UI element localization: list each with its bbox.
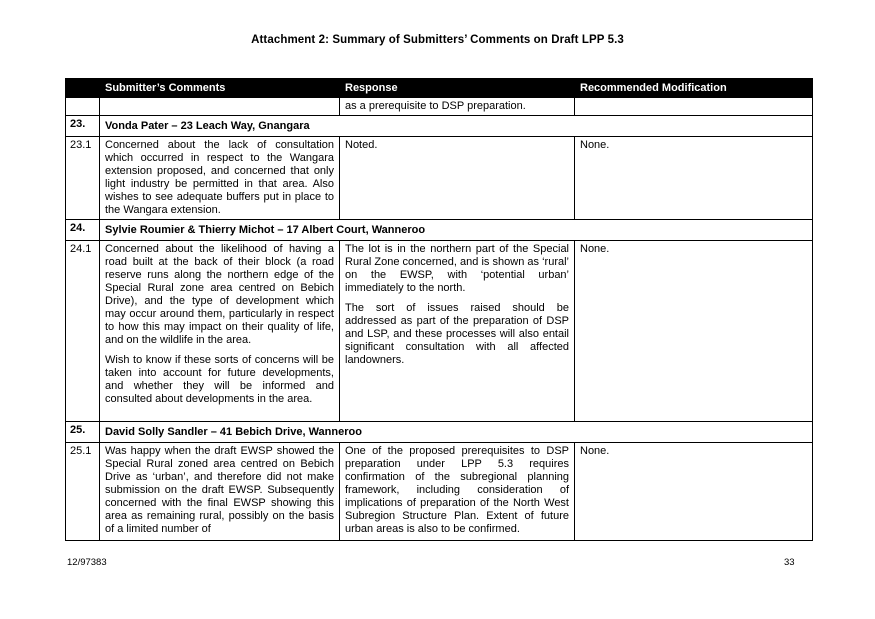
response-cell bbox=[340, 98, 575, 116]
header-submitters-comments: Submitter’s Comments bbox=[100, 79, 340, 98]
response-cell bbox=[340, 137, 575, 220]
page-title: Attachment 2: Summary of Submitters’ Comments on Draft LPP 5.3 bbox=[251, 34, 624, 46]
modification-text: None. bbox=[580, 139, 610, 151]
comments-cell bbox=[100, 137, 340, 220]
response-text: as a prerequisite to DSP preparation. bbox=[345, 100, 526, 112]
table-row-23-1 bbox=[66, 137, 813, 220]
comment-text: Was happy when the draft EWSP showed the Special Rural zoned area centred on Bebich Drive as ‘urban’, and therefore did not make submission on the draft EWSP. Subsequently concerned with the final EWSP showing this area as remaining rural, possibly on the basis of a limited number of bbox=[105, 445, 334, 535]
response-cell bbox=[340, 241, 575, 422]
comment-text: Concerned about the likelihood of having a road built at the back of their block (a road reserve runs along the northern edge of the Special Rural zone area centred on Bebich Drive), and the type of development which may occur around them, particularly in respect to how this may impact on their quality of life, and on the wildlife in the area. bbox=[105, 243, 334, 346]
submitters-comments-table bbox=[65, 78, 813, 541]
table-header-row bbox=[66, 79, 813, 98]
modification-cell bbox=[575, 137, 813, 220]
header-number-column bbox=[66, 79, 100, 98]
response-text: The lot is in the northern part of the Special Rural Zone concerned, and is shown as ‘rural’ on the EWSP, with ‘potential urban’ immediately to the north. bbox=[345, 243, 569, 294]
row-number-cell: 25. bbox=[66, 422, 100, 443]
modification-cell bbox=[575, 241, 813, 422]
comments-cell bbox=[100, 443, 340, 541]
response-cell bbox=[340, 443, 575, 541]
table-row-24-1 bbox=[66, 241, 813, 422]
comment-text: Wish to know if these sorts of concerns will be taken into account for future developments, and whether they will be informed and consulted about developments in the area. bbox=[105, 354, 334, 405]
response-text: The sort of issues raised should be addressed as part of the preparation of DSP and LSP, and these processes will also entail significant consultation with all affected landowners. bbox=[345, 302, 569, 366]
row-number-cell: 24. bbox=[66, 220, 100, 241]
modification-cell bbox=[575, 98, 813, 116]
modification-cell bbox=[575, 443, 813, 541]
row-number-cell bbox=[66, 98, 100, 116]
comments-cell bbox=[100, 98, 340, 116]
table-row-submitter-25 bbox=[66, 422, 813, 443]
page-number: 33 bbox=[784, 557, 795, 568]
comments-cell bbox=[100, 241, 340, 422]
modification-text: None. bbox=[580, 445, 610, 457]
row-number-cell: 24.1 bbox=[66, 241, 100, 422]
header-recommended-modification: Recommended Modification bbox=[575, 79, 813, 98]
modification-text: None. bbox=[580, 243, 610, 255]
table-row-submitter-23 bbox=[66, 116, 813, 137]
document-reference: 12/97383 bbox=[67, 557, 107, 568]
header-response: Response bbox=[340, 79, 575, 98]
comment-text: Concerned about the lack of consultation which occurred in respect to the Wangara extension proposed, and concerned that only light industry be permitted in that area. Also wishes to see adequate buffers put in place to the Wangara extension. bbox=[105, 139, 334, 216]
row-number-cell: 23. bbox=[66, 116, 100, 137]
row-number-cell: 23.1 bbox=[66, 137, 100, 220]
submitter-name: Vonda Pater – 23 Leach Way, Gnangara bbox=[100, 116, 813, 137]
response-text: Noted. bbox=[345, 139, 378, 151]
table-row-25-1 bbox=[66, 443, 813, 541]
response-text: One of the proposed prerequisites to DSP preparation under LPP 5.3 requires confirmation of the subregional planning framework, including consideration of implications of preparation of the North West Subregion Structure Plan. Extent of future urban areas is also to be confirmed. bbox=[345, 445, 569, 535]
table-row-continuation bbox=[66, 98, 813, 116]
submitter-name: David Solly Sandler – 41 Bebich Drive, Wanneroo bbox=[100, 422, 813, 443]
submitter-name: Sylvie Roumier & Thierry Michot – 17 Albert Court, Wanneroo bbox=[100, 220, 813, 241]
table-row-submitter-24 bbox=[66, 220, 813, 241]
row-number-cell: 25.1 bbox=[66, 443, 100, 541]
